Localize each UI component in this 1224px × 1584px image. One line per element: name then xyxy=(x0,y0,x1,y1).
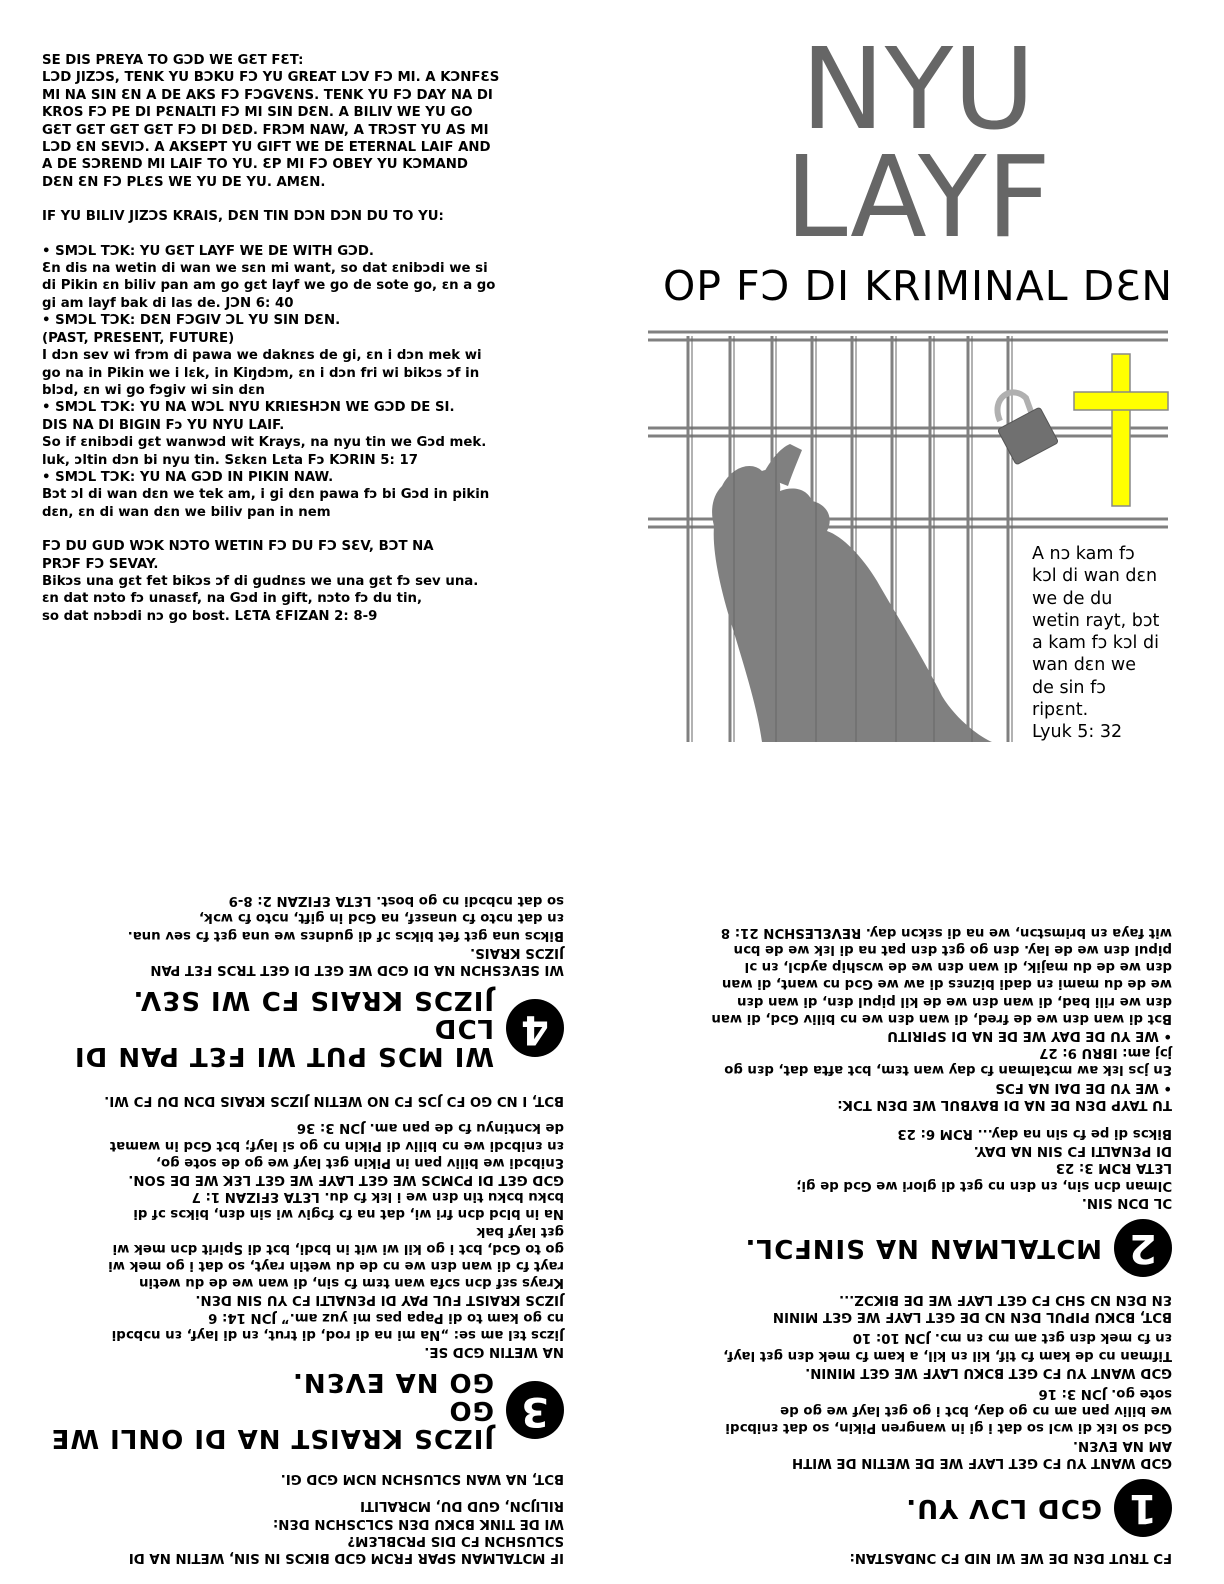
section-line: ɛn fɔ mek dɛn gɛt am mɔ ɛn mɔ. JƆN 10: 10 xyxy=(852,1330,1172,1346)
cover-quote xyxy=(1032,543,1182,744)
section-line: Ɔlman dɔn sin, ɛn dɛn nɔ gɛt di glori we Gɔd de gi; xyxy=(796,1177,1172,1193)
section-line: gɛt layf bak xyxy=(476,1223,564,1239)
work-heading: PRƆF FƆ SEVAY. xyxy=(42,556,159,572)
section-line: • WE YU DE DAI NA FƆS xyxy=(995,1079,1172,1095)
section-line: GƆD GƐT DI PƆMƆS WE GƐT LAYF WE GƐT LƐK WE DE SON. xyxy=(128,1171,564,1187)
prayer-line: A DE SƆREND MI LAIF TO YU. ƐP MI FƆ OBEY YU KƆMAND xyxy=(42,157,468,173)
section-line: Gɔd so lɛk di wɔl so dat i gi in wangren Pikin, so dat ɛnibɔdi xyxy=(725,1420,1172,1436)
body-line: DIS NA DI BIGIN Fɔ YU NYU LAIF. xyxy=(42,417,285,433)
body-line: blɔd, ɛn wi go fɔgiv wi sin dɛn xyxy=(42,382,265,398)
body-line: dɛn, ɛn di wan dɛn we biliv pan in nem xyxy=(42,504,331,520)
section-number: 4 xyxy=(506,999,564,1057)
body-line: • SMƆL TƆK: YU GƐT LAYF WE DE WITH GƆD. xyxy=(42,243,374,259)
section-2-head xyxy=(652,1219,1172,1277)
prayer-line: GƐT GƐT GƐT GƐT FƆ DI DƐD. FRƆM NAW, A TRƆST YU AS MI xyxy=(42,122,489,138)
prayer-line: LƆD ƐN SEVIƆ. A AKSEPT YU GIFT WE DE ETERNAL LAIF AND xyxy=(42,140,491,156)
body-line: So if ɛnibɔdi gɛt wanwɔd wit Krays, na nyu tin we Gɔd mek. xyxy=(42,435,487,451)
section-line: we biliv pan am nɔ go day, bɔt i go gɛt layf we go de xyxy=(780,1403,1172,1419)
section-line: dɛn we de du majik, di wan dɛn we de wɔship aydɔl, ɛn ɔl xyxy=(744,959,1172,975)
section-line: sote go. JƆN 3: 16 xyxy=(1038,1385,1172,1401)
section-line: nɔ go kam to di Papa pas mi yuz am.” JƆN 14: 6 xyxy=(208,1309,564,1325)
section-line: Krays sɛf dɔn sɔfa wan tɛm fɔ sin, di wan we de du wetin xyxy=(138,1275,564,1291)
body-line: (PAST, PRESENT, FUTURE) xyxy=(42,330,235,346)
section-line: ƆL DƆN SIN. xyxy=(1081,1194,1172,1210)
quote-line: kɔl di wan dɛn xyxy=(1032,566,1158,587)
prayer-panel xyxy=(42,52,582,625)
body-line: • SMƆL TƆK: DƐN FƆGIV ƆL YU SIN DƐN. xyxy=(42,313,341,329)
cover-panel xyxy=(612,0,1224,792)
section-3-head xyxy=(34,1368,564,1452)
section-line: JIZƆS KRAIS. xyxy=(470,944,564,960)
if-believe-heading: IF YU BILIV JIZƆS KRAIS, DƐN TIN DƆN DƆN DU TO YU: xyxy=(42,209,444,225)
prayer-line: LƆD JIZƆS, TENK YU BƆKU FƆ YU GREAT LƆV FƆ MI. A KƆNFƐS xyxy=(42,70,500,86)
section-line: Ɛn jɔs lɛk aw mɔtalman fɔ day wan tɛm, bɔt afta dat, dɛn go xyxy=(724,1062,1172,1078)
section-line: GƆD WANT YU FƆ GƐT BƆKU LAYF WE GƐT MININ. xyxy=(805,1364,1172,1380)
section-line: BƆT, BƆKU PIPUL DƐN NƆ DE GƐT LAYF WE GƐT MININ xyxy=(772,1309,1172,1325)
work-line: Bikɔs una gɛt fet bikɔs ɔf di gudnɛs we una gɛt fɔ sev una. xyxy=(42,573,479,589)
section-line: JIZƆS KRAIST FUL PAY DI PƐNALTI FƆ YU SIN DƐN. xyxy=(195,1292,564,1308)
section-line: Ɛnibɔdi we biliv pan in Pikin gɛt layf we go de sote go, xyxy=(155,1154,564,1170)
section-line: SƆLUSHƆN FƆ DIS PRƆBLƐM? xyxy=(347,1532,564,1548)
quote-line: Lyuk 5: 32 xyxy=(1032,722,1123,743)
body-line: • SMƆL TƆK: YU NA WƆL NYU KRIESHƆN WE GƆD DE SI. xyxy=(42,400,455,416)
section-line: GƆD WANT YU FƆ GƐT LAYF WE DE WETIN DE WITH xyxy=(792,1454,1172,1470)
quote-line: wan dɛn we xyxy=(1032,655,1136,676)
section-line: so dat nɔbɔdi nɔ go bost. LƐTA ƐFIZAN 2: 8-9 xyxy=(228,893,564,909)
section-line: ɛn dat nɔto fɔ unasɛf, na Gɔd in gift, nɔto fɔ wɔk, xyxy=(198,910,564,926)
section-line: WI DE TINK BƆKU DƐN SƆLƆSHƆN DƐN: xyxy=(272,1515,564,1531)
section-line: Jizɔs tɛl am se: „Na mi na di rod, di trut, ɛn di layf, ɛn nɔbɔdi xyxy=(111,1326,564,1342)
prayer-line: KROS FƆ PE DI PƐNALTI FƆ MI SIN DƐN. A BILIV WE YU GO xyxy=(42,105,473,121)
body-line: go na in Pikin we i lɛk, in Kiŋdɔm, ɛn i dɔn fri wi bikɔs ɔf in xyxy=(42,365,480,381)
section-line: ƐN DƐN NƆ SHƆ FƆ GƐT LAYF WE DE BIKƆZ... xyxy=(839,1291,1172,1307)
section-line: pipul dɛn we de lay. dɛn go gɛt dɛn pat na di lɛk we de bɔn xyxy=(733,941,1172,957)
panel-god-love xyxy=(652,924,1172,1566)
section-line: BƆT, I NƆ GO FƆ JƆS FƆ NO WETIN JIZƆS KRAIS DƆN DU FƆ WI. xyxy=(104,1093,564,1109)
section-line: Bikɔs una gɛt fet bikɔs ɔf di gudnɛs we una gɛt fɔ sev una. xyxy=(127,927,564,943)
section-line: LƐTA RƆM 3: 23 xyxy=(1055,1160,1172,1176)
section-line: AM NA EVƐN. xyxy=(1072,1437,1172,1453)
quote-line: we de du xyxy=(1032,588,1113,609)
section-line: dɛn we rili bad, di wan dɛn we de kil pipul dɛn, di wan dɛn xyxy=(736,993,1172,1009)
section-line: NA WETIN GƆD SE. xyxy=(424,1343,564,1359)
section-line: Bɔt di wan dɛn we de fred, di wan dɛn we nɔ biliv Gɔd, di wan xyxy=(711,1010,1172,1026)
section-number: 3 xyxy=(506,1381,564,1439)
section-line: • WE YU DE DAY WE DE NA DI SPIRITU xyxy=(887,1027,1172,1043)
prayer-heading: SE DIS PREYA TO GƆD WE GƐT FƐT: xyxy=(42,53,304,68)
section-heading: MƆTALMAN NA SINFƆL. xyxy=(744,1232,1102,1263)
quote-line: A nɔ kam fɔ xyxy=(1032,544,1135,564)
prayer-line: MI NA SIN ƐN A DE AKS FƆ FƆGVƐNS. TENK YU FƆ DAY NA DI xyxy=(42,87,493,103)
body-line: gi am layf bak di las de. JƆN 6: 40 xyxy=(42,295,294,311)
section-number: 2 xyxy=(1114,1219,1172,1277)
section-line: RILIJƆN, GUD DU, MƆRALITI xyxy=(360,1498,564,1514)
prayer-line: DƐN ƐN FƆ PLƐS WE YU DE YU. AMƐN. xyxy=(42,174,326,190)
section-line: WI SEVƐSHƆN NA DI GƆD WE GƐT DI GƐT TRƆS FƐT PAN xyxy=(150,961,564,977)
cover-title-line1: NYU xyxy=(800,25,1036,155)
section-heading: GƆD LƆV YU. xyxy=(905,1492,1102,1523)
body-line: • SMƆL TƆK: YU NA GƆD IN PIKIN NAW. xyxy=(42,469,334,485)
work-heading: FƆ DU GUD WƆK NƆTO WETIN FƆ DU FƆ SƐV, BƆT NA xyxy=(42,539,434,555)
section-line: jɔj am: IBRU 9: 27 xyxy=(1039,1045,1172,1061)
section-line: ɛn ɛnibɔdi we nɔ biliv di Pikin nɔ go si layf; bɔt Gɔd in wamat xyxy=(109,1137,564,1153)
section-line: rayt fɔ di wan dɛn we nɔ de du wetin rayt, so dat i go mek wi xyxy=(108,1257,564,1273)
section-heading: WI MƆS PUT WI FƐT PAN DI LƆD JIZƆS KRAIS FƆ WI SƐV. xyxy=(74,984,494,1071)
panel-jesus-way xyxy=(34,892,564,1566)
section-line: bɔku bɔku tin dɛn we i lɛk fɔ du. LƐTA ƐFIZAN 1: 7 xyxy=(191,1189,564,1205)
section-line: go to Gɔd, bɔt i go kil wi wit in bɔdi, bɔt di Spirit dɔn mek wi xyxy=(112,1240,564,1256)
section-line: wit faya ɛn brimstɔn, we na di sɛkɔn day. REVƐLESHƆN 21: 8 xyxy=(720,924,1172,940)
work-line: so dat nɔbɔdi nɔ go bost. LƐTA ƐFIZAN 2: 8-9 xyxy=(42,608,378,624)
intro-heading: FƆ TRUT DƐN DE WE WI NID FƆ ƆNDASTAN: xyxy=(849,1550,1172,1565)
section-line: Tifman nɔ de kam fɔ tif, kil ɛn kil, a kam fɔ mek dɛn gɛt layf, xyxy=(723,1347,1172,1363)
section-number: 1 xyxy=(1114,1479,1172,1537)
quote-line: a kam fɔ kɔl di xyxy=(1032,633,1159,654)
quote-line: wetin rayt, bɔt xyxy=(1032,610,1160,631)
body-line: di Pikin ɛn biliv pan am go gɛt layf we go de sote go, ɛn a go xyxy=(42,278,496,294)
work-line: ɛn dat nɔto fɔ unasɛf, na Gɔd in gift, nɔto fɔ du tin, xyxy=(42,591,423,607)
quote-line: de sin fɔ xyxy=(1032,677,1106,698)
quote-line: ripɛnt. xyxy=(1032,700,1089,721)
body-line: Ɛn dis na wetin di wan we sɛn mi want, so dat ɛnibɔdi we si xyxy=(42,261,488,277)
body-line: I dɔn sev wi frɔm di pawa we daknɛs de gi, ɛn i dɔn mek wi xyxy=(42,348,482,364)
section-line: DI PƐNALTI FƆ SIN NA DAY. xyxy=(973,1143,1172,1159)
inside-panels-inverted xyxy=(0,792,1224,1584)
body-line: Bɔt ɔl di wan dɛn we tek am, i gi dɛn pawa fɔ bi Gɔd in pikin xyxy=(42,487,490,503)
cover-subtitle: OP FƆ DI KRIMINAL DƐN xyxy=(662,262,1174,310)
cover-title-line2: LAYF xyxy=(785,133,1051,263)
body-line: luk, ɔltin dɔn bi nyu tin. Sɛkɛn Lɛta Fɔ KƆRIN 5: 17 xyxy=(42,452,418,468)
section-line: we de du mami ɛn dadi biznɛs di aw we Gɔd nɔ want, di wan xyxy=(721,976,1172,992)
section-line: TU TAYP DƐN DE NA DI BAYBUL WE DƐN TƆK: xyxy=(837,1096,1172,1112)
section-4-head xyxy=(34,986,564,1070)
section-1-head xyxy=(652,1479,1172,1537)
section-line: BƆT, NA WAN SƆLUSHƆN NƆM GƆD GI. xyxy=(280,1471,564,1487)
section-line: de kɔntinyu fɔ de pan am. JƆN 3: 36 xyxy=(296,1120,564,1136)
section-line: Bikɔs di pe fɔ sin na day... RƆM 6: 23 xyxy=(897,1125,1172,1141)
section-heading: JIZƆS KRAIST NA DI ONLI WE GO GO NA EVƐN. xyxy=(50,1366,494,1453)
cross-icon xyxy=(1074,354,1168,506)
section-line: IF MƆTALMAN SPAR FRƆM GƆD BIKƆS IN SIN, WETIN NA DI xyxy=(128,1550,564,1565)
section-line: Na in blɔd dɔn fri wi, dat na fɔ fɔgiv wi sin dɛn, bikɔs ɔf di xyxy=(133,1206,564,1222)
